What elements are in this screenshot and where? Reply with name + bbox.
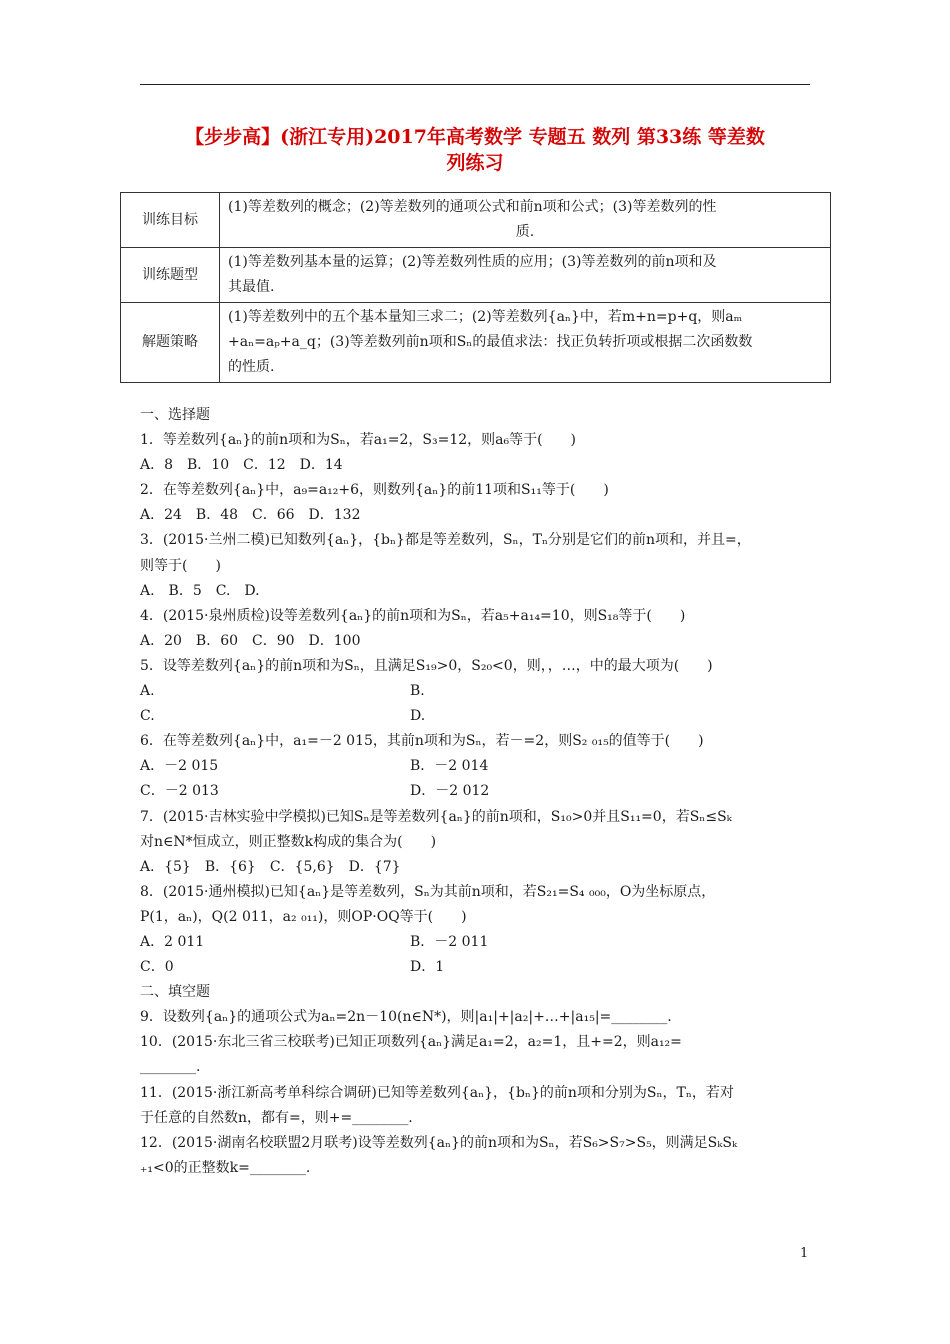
row-content <box>220 193 831 248</box>
row-content-line: +aₙ=aₚ+a_q；(3)等差数列前n项和Sₙ的最值求法：找正负转折项或根据二次函数数 <box>228 334 753 350</box>
line-text: 11．(2015·浙江新高考单科综合调研)已知等差数列{aₙ}，{bₙ}的前n项和分别为Sₙ，Tₙ，若对 <box>140 1084 734 1101</box>
line-text: A．{5} B．{6} C．{5,6} D．{7} <box>140 858 401 875</box>
text-line <box>140 980 820 1005</box>
text-line <box>140 654 820 679</box>
row-content-line: 质. <box>515 224 535 240</box>
text-line <box>140 754 820 779</box>
line-text: C．0 <box>140 959 174 976</box>
text-line <box>140 955 820 980</box>
text-line <box>140 805 820 830</box>
text-line <box>140 1055 820 1080</box>
text-line <box>140 579 820 604</box>
line-text: 7．(2015·吉林实验中学模拟)已知Sₙ是等差数列{aₙ}的前n项和，S₁₀>0并且S₁₁=0，若Sₙ≤Sₖ <box>140 808 732 825</box>
page-number: 1 <box>800 1246 809 1261</box>
row-content-line: 的性质. <box>228 359 275 375</box>
row-content-line: 其最值. <box>228 279 275 295</box>
line-text: ₊₁<0的正整数k=________. <box>140 1159 311 1176</box>
line-text: 一、选择题 <box>140 407 210 423</box>
text-line <box>140 1156 820 1181</box>
text-line <box>140 1030 820 1055</box>
text-line <box>140 528 820 553</box>
text-line <box>140 604 820 629</box>
line-text: P(1，aₙ)，Q(2 011，a₂ ₀₁₁)，则OP·OQ等于( ) <box>140 908 467 925</box>
line-text: A．－2 015 <box>140 758 219 775</box>
table-row <box>121 248 831 303</box>
text-line <box>140 1131 820 1156</box>
option-right: B．－2 014 <box>410 758 489 775</box>
text-line <box>140 729 820 754</box>
text-line <box>140 1005 820 1030</box>
text-line <box>140 453 820 478</box>
text-line <box>140 679 820 704</box>
line-text: 6．在等差数列{aₙ}中，a₁=－2 015，其前n项和为Sₙ，若－=2，则S₂ ₀₁₅的值等于( ) <box>140 733 704 750</box>
line-text: A．20 B．60 C．90 D．100 <box>140 632 361 649</box>
line-text: 12．(2015·湖南名校联盟2月联考)设等差数列{aₙ}的前n项和为Sₙ，若S₆>S₇>S₅，则满足SₖSₖ <box>140 1134 738 1151</box>
line-text: 于任意的自然数n，都有=，则+=________. <box>140 1109 413 1126</box>
text-line <box>140 779 820 804</box>
text-line <box>140 629 820 654</box>
line-text: ________. <box>140 1059 201 1076</box>
row-content-line: (1)等差数列中的五个基本量知三求二；(2)等差数列{aₙ}中，若m+n=p+q，则aₘ <box>228 309 743 325</box>
line-text: 则等于( ) <box>140 557 221 574</box>
line-text: 5．设等差数列{aₙ}的前n项和为Sₙ，且满足S₁₉>0，S₂₀<0，则，，…，中的最大项为( ) <box>140 657 713 674</box>
row-label: 解题策略 <box>121 303 220 383</box>
line-text: C. <box>140 708 155 725</box>
option-right: B. <box>410 683 425 700</box>
text-line <box>140 428 820 453</box>
exercise-body <box>140 403 820 1181</box>
line-text: 3．(2015·兰州二模)已知数列{aₙ}，{bₙ}都是等差数列，Sₙ，Tₙ分别是它们的前n项和，并且=， <box>140 532 751 549</box>
row-label: 训练目标 <box>121 193 220 248</box>
table-row <box>121 193 831 248</box>
text-line <box>140 930 820 955</box>
line-text: 9．设数列{aₙ}的通项公式为aₙ=2n－10(n∈N*)，则|a₁|+|a₂|+…+|a₁₅|=________. <box>140 1009 672 1026</box>
text-line <box>140 880 820 905</box>
row-content <box>220 303 831 383</box>
option-right: D．1 <box>410 959 445 976</box>
line-text: 8．(2015·通州模拟)已知{aₙ}是等差数列，Sₙ为其前n项和，若S₂₁=S₄ ₀₀₀，O为坐标原点， <box>140 883 716 900</box>
line-text: 4．(2015·泉州质检)设等差数列{aₙ}的前n项和为Sₙ，若a₅+a₁₄=10，则S₁₈等于( ) <box>140 607 686 624</box>
line-text: A．24 B．48 C．66 D．132 <box>140 507 361 524</box>
line-text: 1．等差数列{aₙ}的前n项和为Sₙ，若a₁=2，S₃=12，则a₆等于( ) <box>140 432 577 449</box>
text-line <box>140 855 820 880</box>
row-content <box>220 248 831 303</box>
text-line <box>140 403 820 428</box>
text-line <box>140 905 820 930</box>
text-line <box>140 554 820 579</box>
title-line-1: 【步步高】(浙江专用)2017年高考数学 专题五 数列 第33练 等差数 <box>185 126 765 148</box>
row-label: 训练题型 <box>121 248 220 303</box>
text-line <box>140 830 820 855</box>
line-text: A．2 011 <box>140 933 205 950</box>
line-text: A．8 B．10 C．12 D．14 <box>140 457 343 474</box>
text-line <box>140 704 820 729</box>
text-line <box>140 1081 820 1106</box>
option-right: D. <box>410 708 426 725</box>
title-line-2: 列练习 <box>446 152 504 174</box>
line-text: A. B．5 C. D. <box>140 582 260 599</box>
line-text: C．－2 013 <box>140 783 219 800</box>
option-right: B．－2 011 <box>410 933 489 950</box>
document-title <box>120 124 830 176</box>
line-text: A. <box>140 683 155 700</box>
header-rule <box>140 84 810 85</box>
line-text: 二、填空题 <box>140 984 210 1001</box>
training-table <box>120 192 831 383</box>
row-content-line: (1)等差数列基本量的运算；(2)等差数列性质的应用；(3)等差数列的前n项和及 <box>228 254 717 270</box>
line-text: 对n∈N*恒成立，则正整数k构成的集合为( ) <box>140 833 437 850</box>
row-content-line: (1)等差数列的概念；(2)等差数列的通项公式和前n项和公式；(3)等差数列的性 <box>228 199 717 215</box>
text-line <box>140 1106 820 1131</box>
option-right: D．－2 012 <box>410 783 490 800</box>
table-row <box>121 303 831 383</box>
line-text: 10．(2015·东北三省三校联考)已知正项数列{aₙ}满足a₁=2，a₂=1，且+=2，则a₁₂= <box>140 1034 682 1051</box>
text-line <box>140 478 820 503</box>
line-text: 2．在等差数列{aₙ}中，a₉=a₁₂+6，则数列{aₙ}的前11项和S₁₁等于( ) <box>140 482 609 499</box>
text-line <box>140 503 820 528</box>
